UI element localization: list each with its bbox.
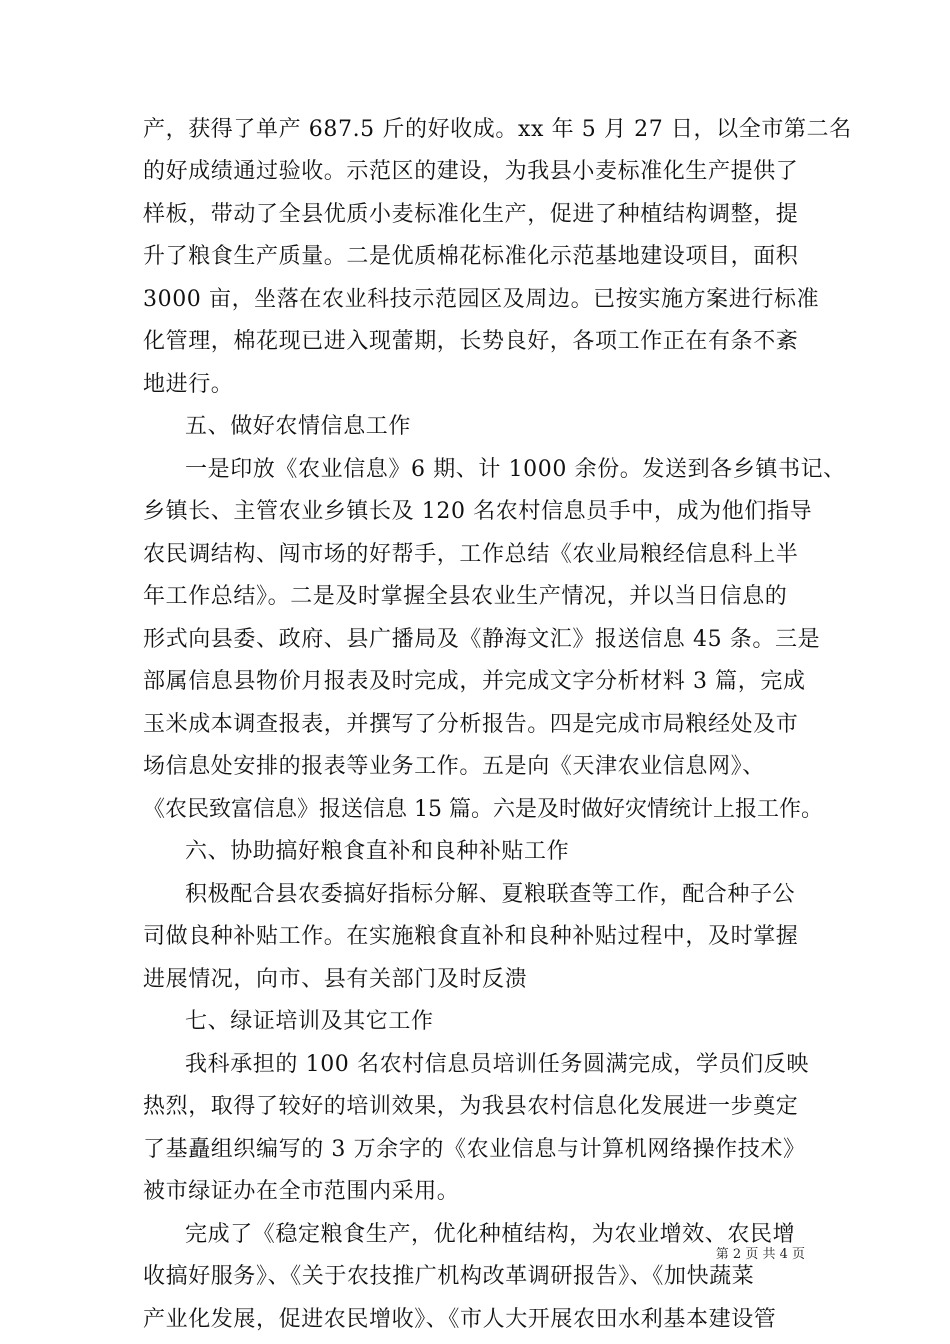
section-heading: 七、绿证培训及其它工作: [185, 1009, 434, 1034]
text-line: 司做良种补贴工作。在实施粮食直补和良种补贴过程中，及时掌握: [143, 924, 799, 949]
text-line: 农民调结构、闯市场的好帮手，工作总结《农业局粮经信息科上半: [143, 542, 799, 567]
text-line: 3000 亩，坐落在农业科技示范园区及周边。已按实施方案进行标准: [143, 287, 820, 312]
text-line: 场信息处安排的报表等业务工作。五是向《天津农业信息网》、: [143, 754, 765, 779]
text-line: 样板，带动了全县优质小麦标准化生产，促进了种植结构调整，提: [143, 202, 799, 227]
text-line: 升了粮食生产质量。二是优质棉花标准化示范基地建设项目，面积: [143, 244, 799, 269]
text-line: 产，获得了单产 687.5 斤的好收成。xx 年 5 月 27 日，以全市第二名: [143, 117, 852, 142]
text-line: 产业化发展，促进农民增收》、《市人大开展农田水利基本建设管: [143, 1307, 777, 1332]
page-number: 第 2 页 共 4 页: [715, 1247, 805, 1262]
text-line: 进展情况，向市、县有关部门及时反溃: [143, 967, 528, 992]
text-line: 年工作总结》。二是及时掌握全县农业生产情况，并以当日信息的: [143, 584, 788, 609]
text-line: 完成了《稳定粮食生产，优化种植结构，为农业增效、农民增: [185, 1222, 796, 1247]
text-line: 形式向县委、政府、县广播局及《静海文汇》报送信息 45 条。三是: [143, 627, 821, 652]
text-line: 一是印放《农业信息》6 期、计 1000 余份。发送到各乡镇书记、: [185, 457, 846, 482]
text-line: 玉米成本调查报表，并撰写了分析报告。四是完成市局粮经处及市: [143, 712, 799, 737]
text-line: 被市绿证办在全市范围内采用。: [143, 1179, 460, 1204]
text-line: 收搞好服务》、《关于农技推广机构改革调研报告》、《加快蔬菜: [143, 1264, 755, 1289]
text-line: 的好成绩通过验收。示范区的建设，为我县小麦标准化生产提供了: [143, 159, 799, 184]
text-line: 《农民致富信息》报送信息 15 篇。六是及时做好灾情统计上报工作。: [143, 797, 823, 822]
section-heading: 五、做好农情信息工作: [185, 414, 412, 439]
text-line: 部属信息县物价月报表及时完成，并完成文字分析材料 3 篇，完成: [143, 669, 806, 694]
text-line: 我科承担的 100 名农村信息员培训任务圆满完成，学员们反映: [185, 1052, 809, 1077]
text-line: 化管理，棉花现已进入现蕾期，长势良好，各项工作正在有条不紊: [143, 329, 799, 354]
section-heading: 六、协助搞好粮食直补和良种补贴工作: [185, 839, 570, 864]
text-line: 了基矗组织编写的 3 万余字的《农业信息与计算机网络操作技术》: [143, 1137, 806, 1162]
text-line: 地进行。: [143, 372, 234, 397]
text-line: 积极配合县农委搞好指标分解、夏粮联查等工作，配合种子公: [185, 882, 796, 907]
text-line: 乡镇长、主管农业乡镇长及 120 名农村信息员手中，成为他们指导: [143, 499, 813, 524]
text-line: 热烈，取得了较好的培训效果，为我县农村信息化发展进一步奠定: [143, 1094, 799, 1119]
